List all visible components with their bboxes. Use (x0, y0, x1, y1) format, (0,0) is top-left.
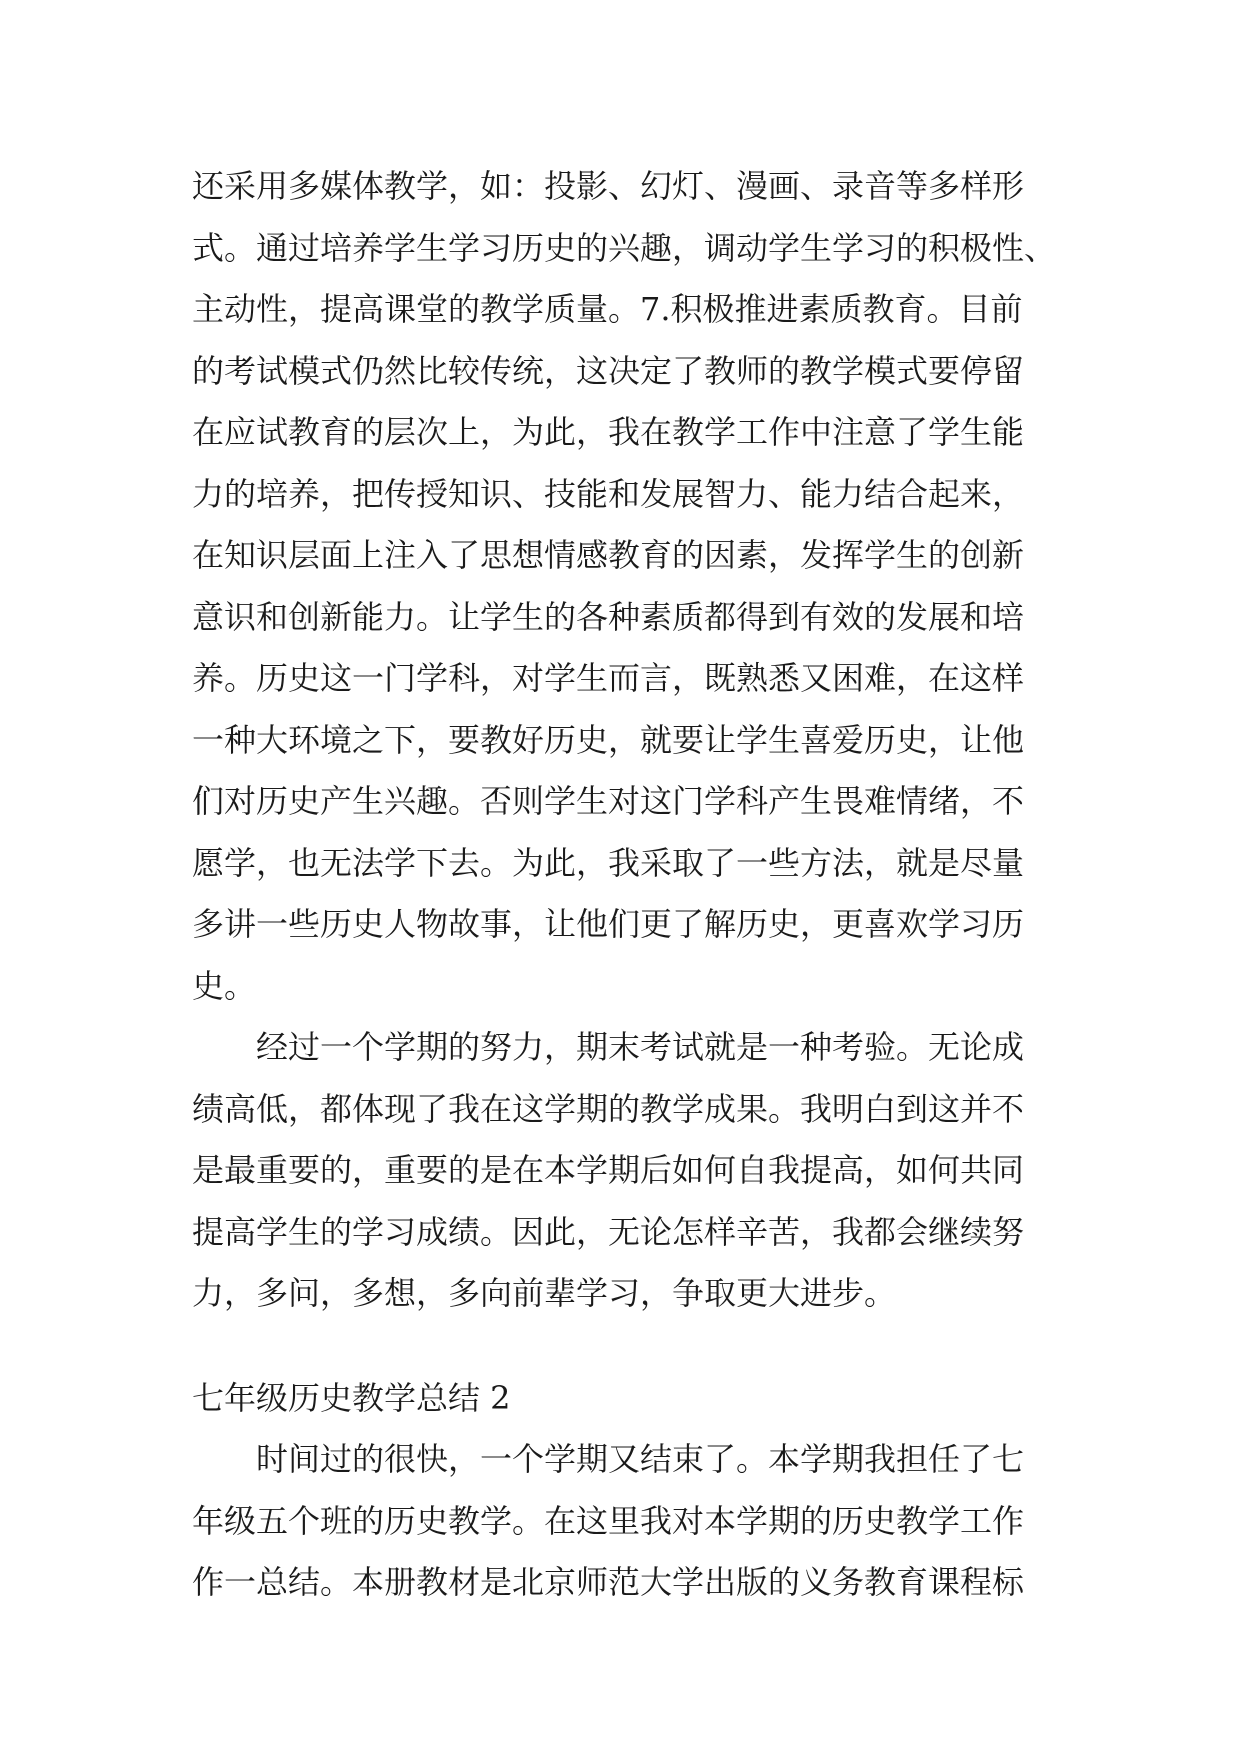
paragraph-1-line-7: 在知识层面上注入了思想情感教育的因素，发挥学生的创新 (192, 536, 1025, 574)
paragraph-2-line-2: 绩高低，都体现了我在这学期的教学成果。我明白到这并不 (192, 1090, 1025, 1128)
paragraph-1-line-5: 在应试教育的层次上，为此，我在教学工作中注意了学生能 (192, 413, 1025, 451)
section-heading: 七年级历史教学总结 2 (192, 1379, 511, 1417)
paragraph-1-line-6: 力的培养，把传授知识、技能和发展智力、能力结合起来， (192, 475, 1025, 513)
paragraph-2-line-4: 提高学生的学习成绩。因此，无论怎样辛苦，我都会继续努 (192, 1213, 1025, 1251)
paragraph-1-line-2: 式。通过培养学生学习历史的兴趣，调动学生学习的积极性、 (192, 229, 1057, 267)
paragraph-2-line-5: 力，多问，多想，多向前辈学习，争取更大进步。 (192, 1274, 897, 1312)
paragraph-3-line-1: 时间过的很快，一个学期又结束了。本学期我担任了七 (256, 1440, 1025, 1478)
paragraph-1-line-10: 一种大环境之下，要教好历史，就要让学生喜爱历史，让他 (192, 721, 1025, 759)
paragraph-1-line-13: 多讲一些历史人物故事，让他们更了解历史，更喜欢学习历 (192, 905, 1025, 943)
paragraph-1-line-9: 养。历史这一门学科，对学生而言，既熟悉又困难，在这样 (192, 659, 1025, 697)
paragraph-1-line-4: 的考试模式仍然比较传统，这决定了教师的教学模式要停留 (192, 352, 1025, 390)
paragraph-1-line-3: 主动性，提高课堂的教学质量。7.积极推进素质教育。目前 (192, 290, 1023, 328)
paragraph-2-line-1: 经过一个学期的努力，期末考试就是一种考验。无论成 (256, 1028, 1025, 1066)
paragraph-1-line-1: 还采用多媒体教学，如：投影、幻灯、漫画、录音等多样形 (192, 167, 1025, 205)
paragraph-1-line-12: 愿学，也无法学下去。为此，我采取了一些方法，就是尽量 (192, 844, 1025, 882)
paragraph-1-line-14: 史。 (192, 967, 257, 1005)
paragraph-1-line-8: 意识和创新能力。让学生的各种素质都得到有效的发展和培 (192, 598, 1025, 636)
paragraph-3-line-2: 年级五个班的历史教学。在这里我对本学期的历史教学工作 (192, 1502, 1025, 1540)
paragraph-3-line-3: 作一总结。本册教材是北京师范大学出版的义务教育课程标 (192, 1563, 1025, 1601)
paragraph-2-line-3: 是最重要的，重要的是在本学期后如何自我提高，如何共同 (192, 1151, 1025, 1189)
paragraph-1-line-11: 们对历史产生兴趣。否则学生对这门学科产生畏难情绪，不 (192, 782, 1025, 820)
